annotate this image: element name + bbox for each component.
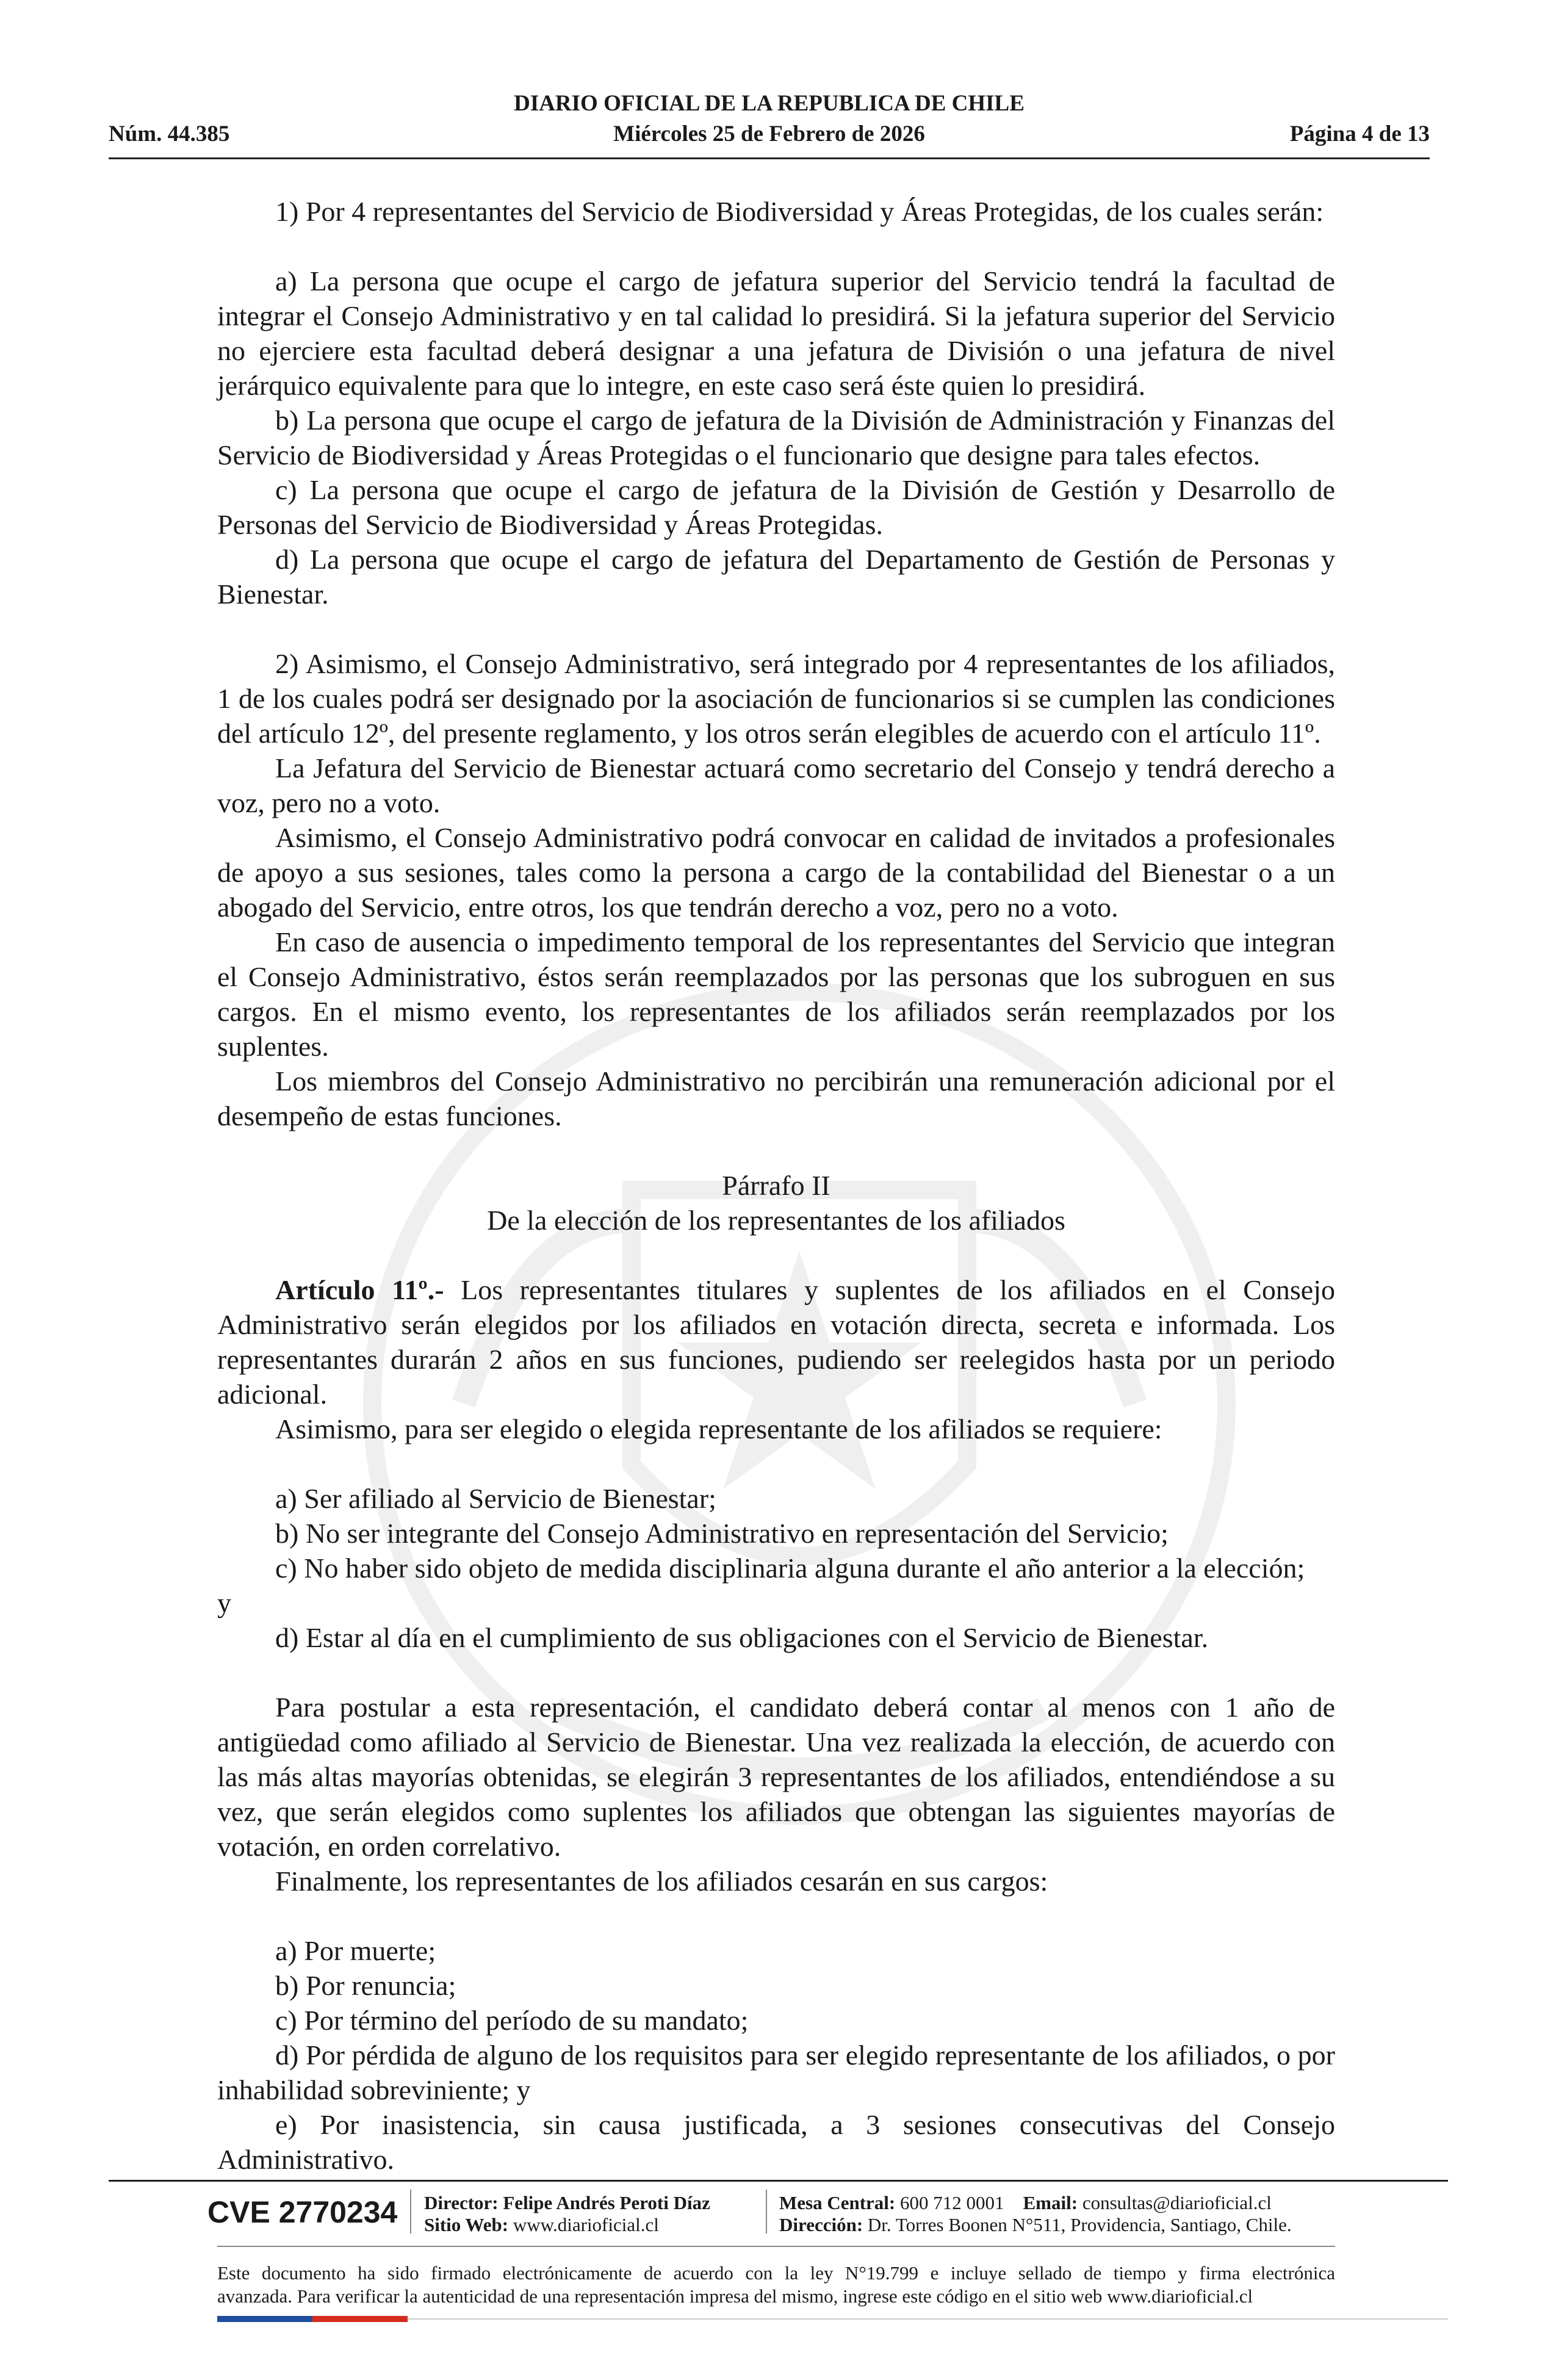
flag-stripe-red — [312, 2316, 408, 2322]
director-name: Felipe Andrés Peroti Díaz — [503, 2192, 710, 2213]
paragraph: Finalmente, los representantes de los afiliados cesarán en sus cargos: — [275, 1866, 1048, 1897]
document-body — [217, 194, 1335, 2177]
paragraph: La Jefatura del Servicio de Bienestar actuará como secretario del Consejo y tendrá derecho a voz, pero no a voto. — [217, 752, 1335, 818]
footer-bottom-rule — [408, 2318, 1448, 2320]
mesa-phone: 600 712 0001 — [900, 2192, 1004, 2213]
footer-separator — [410, 2190, 411, 2234]
signature-note — [217, 2262, 1335, 2308]
address-label: Dirección: — [779, 2214, 863, 2235]
section-title: Párrafo II — [722, 1170, 830, 1201]
note-line: Este documento ha sido firmado electrónicamente de acuerdo con la ley N°19.799 e incluye sellado de tiempo y firma electrónica — [217, 2262, 1335, 2284]
flag-stripe-blue — [217, 2316, 312, 2322]
director-label: Director: — [424, 2192, 499, 2213]
requirement-item: b) No ser integrante del Consejo Administrativo en representación del Servicio; — [275, 1518, 1169, 1549]
cessation-item: d) Por pérdida de alguno de los requisitos para ser elegido representante de los afiliados, o por inhabilidad sobreviniente; y — [217, 2039, 1335, 2105]
mesa-label: Mesa Central: — [779, 2192, 896, 2213]
list-item: c) La persona que ocupe el cargo de jefatura de la División de Gestión y Desarrollo de Personas del Servicio de Biodiversidad y Áreas Protegidas. — [217, 474, 1335, 540]
paragraph: Para postular a esta representación, el candidato deberá contar al menos con 1 año de antigüedad como afiliado al Servicio de Bienestar. Una vez realizada la elección, de acuerdo con las más altas mayorías obtenidas, se elegirán 3 representantes de los afiliados, entendiéndose a su vez, que serán elegidos como suplentes los afiliados que obtengan las siguientes mayorías de votación, en orden correlativo. — [217, 1692, 1335, 1862]
article-text: Los representantes titulares y suplentes de los afiliados en el Consejo Administrativo serán elegidos por los afiliados en votación directa, secreta e informada. Los representantes durarán 2 años en sus funciones, pudiendo ser reelegidos hasta por un periodo adicional. — [217, 1274, 1335, 1410]
page-header — [109, 90, 1430, 157]
address-value: Dr. Torres Boonen N°511, Providencia, Santiago, Chile. — [867, 2214, 1292, 2235]
newspaper-title: DIARIO OFICIAL DE LA REPUBLICA DE CHILE — [514, 91, 1025, 116]
cessation-item: b) Por renuncia; — [275, 1970, 456, 2001]
issue-date: Miércoles 25 de Febrero de 2026 — [613, 121, 925, 146]
footer-divider — [109, 2180, 1448, 2182]
site-label: Sitio Web: — [424, 2214, 509, 2235]
footer-director-block — [424, 2192, 710, 2236]
email-link[interactable]: consultas@diarioficial.cl — [1082, 2192, 1272, 2213]
cve-code: CVE 2770234 — [207, 2195, 398, 2229]
paragraph: Los miembros del Consejo Administrativo no percibirán una remuneración adicional por el desempeño de estas funciones. — [217, 1066, 1335, 1131]
list-item: b) La persona que ocupe el cargo de jefatura de la División de Administración y Finanzas del Servicio de Biodiversidad y Áreas Protegidas o el funcionario que designe para tales efectos. — [217, 405, 1335, 471]
paragraph: Asimismo, para ser elegido o elegida representante de los afiliados se requiere: — [275, 1413, 1162, 1444]
site-link[interactable]: www.diarioficial.cl — [513, 2214, 659, 2235]
section-subtitle: De la elección de los representantes de los afiliados — [487, 1205, 1065, 1236]
article-11 — [217, 1272, 1335, 1412]
paragraph: 1) Por 4 representantes del Servicio de Biodiversidad y Áreas Protegidas, de los cuales serán: — [275, 196, 1324, 227]
paragraph: En caso de ausencia o impedimento temporal de los representantes del Servicio que integran el Consejo Administrativo, éstos serán reemplazados por las personas que los subroguen en sus cargos. En el mismo evento, los representantes de los afiliados serán reemplazados por los suplentes. — [217, 926, 1335, 1062]
page-number: Página 4 de 13 — [1289, 121, 1430, 146]
cessation-item: c) Por término del período de su mandato; — [275, 2005, 749, 2036]
footer-contact-block — [779, 2192, 1292, 2236]
requirement-item: c) No haber sido objeto de medida disciplinaria alguna durante el año anterior a la elección; — [275, 1552, 1305, 1584]
issue-number: Núm. 44.385 — [109, 121, 230, 146]
cessation-item: a) Por muerte; — [275, 1935, 436, 1966]
list-item: a) La persona que ocupe el cargo de jefatura superior del Servicio tendrá la facultad de integrar el Consejo Administrativo y en tal calidad lo presidirá. Si la jefatura superior del Servicio no ejerciere esta facultad deberá designar a una jefatura de División o una jefatura de nivel jerárquico equivalente para que lo integre, en este caso será éste quien lo presidirá. — [217, 265, 1335, 401]
footer-separator — [766, 2190, 767, 2234]
footer-inner-divider — [217, 2246, 1335, 2247]
requirement-item: d) Estar al día en el cumplimiento de sus obligaciones con el Servicio de Bienestar. — [275, 1622, 1209, 1653]
email-label: Email: — [1023, 2192, 1078, 2213]
note-line: avanzada. Para verificar la autenticidad de una representación impresa del mismo, ingrese este código en el sitio web www.diarioficial.cl — [217, 2285, 1253, 2307]
requirement-item: a) Ser afiliado al Servicio de Bienestar; — [275, 1483, 716, 1514]
article-label: Artículo 11º.- — [275, 1274, 444, 1305]
header-divider — [109, 157, 1430, 159]
paragraph: 2) Asimismo, el Consejo Administrativo, será integrado por 4 representantes de los afiliados, 1 de los cuales podrá ser designado por la asociación de funcionarios si se cumplen las condiciones del artículo 12º, del presente reglamento, y los otros serán elegibles de acuerdo con el artículo 11º. — [217, 648, 1335, 749]
cessation-item: e) Por inasistencia, sin causa justificada, a 3 sesiones consecutivas del Consejo Administrativo. — [217, 2109, 1335, 2175]
paragraph: Asimismo, el Consejo Administrativo podrá convocar en calidad de invitados a profesionales de apoyo a sus sesiones, tales como la persona a cargo de la contabilidad del Bienestar o a un abogado del Servicio, entre otros, los que tendrán derecho a voz, pero no a voto. — [217, 822, 1335, 923]
requirement-item-tail: y — [217, 1587, 231, 1618]
list-item: d) La persona que ocupe el cargo de jefatura del Departamento de Gestión de Personas y Bienestar. — [217, 544, 1335, 610]
